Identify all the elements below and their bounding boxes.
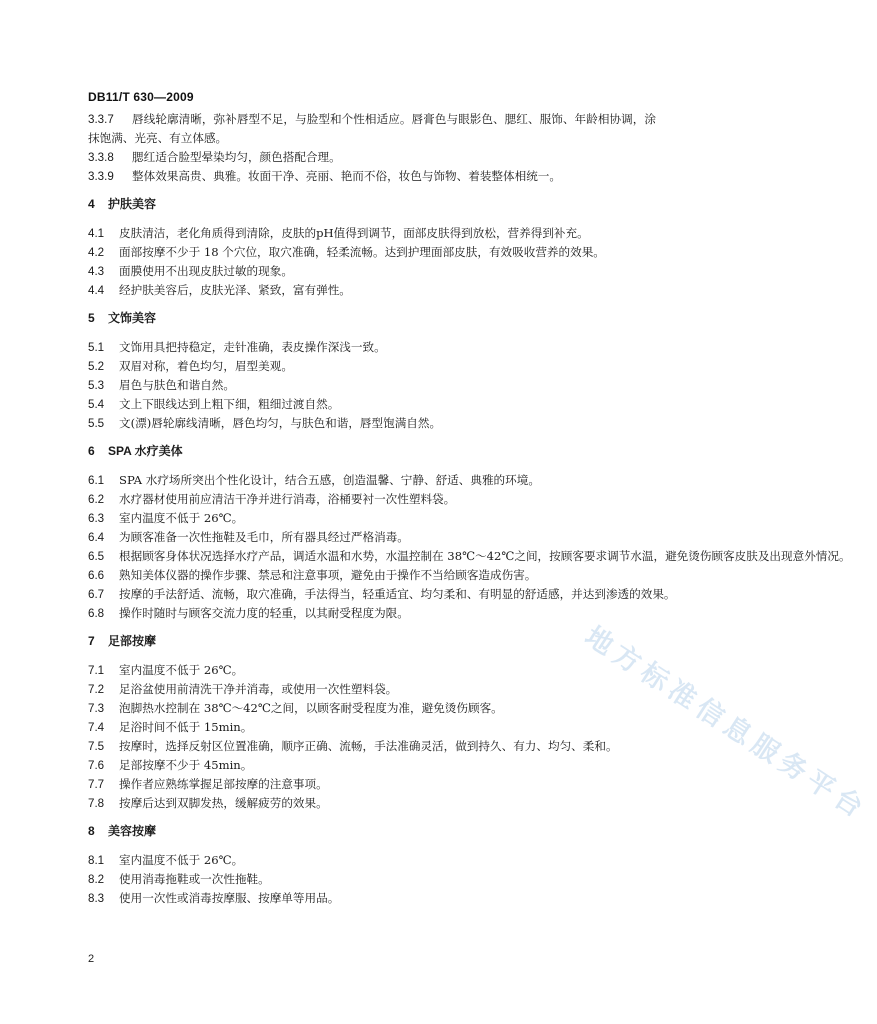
clause-text: 操作者应熟练掌握足部按摩的注意事项。 xyxy=(119,777,328,791)
clause-number: 7.3 xyxy=(88,702,105,715)
section-heading xyxy=(88,822,656,841)
clause-number: 8.1 xyxy=(88,854,105,867)
clause-number: 7.7 xyxy=(88,778,105,791)
clause xyxy=(88,737,656,756)
clause xyxy=(88,851,656,870)
clause-number: 6.5 xyxy=(88,550,105,563)
clause xyxy=(88,775,656,794)
section-title: 护肤美容 xyxy=(108,197,157,211)
clause-text: 室内温度不低于 26℃。 xyxy=(119,663,244,677)
clause-number: 8.2 xyxy=(88,873,105,886)
clause xyxy=(88,794,656,813)
clause-text: 文(漂)唇轮廓线清晰，唇色均匀，与肤色和谐，唇型饱满自然。 xyxy=(119,416,442,430)
clause xyxy=(88,414,656,433)
clause-number: 8.3 xyxy=(88,892,105,905)
clause xyxy=(88,148,656,167)
clause-number: 6.4 xyxy=(88,531,105,544)
clause-number: 7.5 xyxy=(88,740,105,753)
clause xyxy=(88,262,656,281)
clause-number: 4.4 xyxy=(88,284,105,297)
clause-number: 6.3 xyxy=(88,512,105,525)
clause xyxy=(88,224,656,243)
section-title: 文饰美容 xyxy=(108,311,157,325)
clause-number: 3.3.9 xyxy=(88,170,114,183)
section-number: 8 xyxy=(88,824,95,838)
clause-text: 皮肤清洁，老化角质得到清除，皮肤的pH值得到调节，面部皮肤得到放松，营养得到补充。 xyxy=(119,226,589,240)
section-number: 4 xyxy=(88,197,95,211)
clause-number: 7.4 xyxy=(88,721,105,734)
clause-text: 熟知美体仪器的操作步骤、禁忌和注意事项，避免由于操作不当给顾客造成伤害。 xyxy=(119,568,537,582)
clause-text: 根据顾客身体状况选择水疗产品，调适水温和水势，水温控制在 38℃～42℃之间，按顾客要求调节水温，避免烫伤顾客皮肤及出现意外情况。 xyxy=(119,549,851,563)
clause xyxy=(88,167,656,186)
clause xyxy=(88,889,656,908)
section-title: 美容按摩 xyxy=(108,824,157,838)
clause-text: 面膜使用不出现皮肤过敏的现象。 xyxy=(119,264,293,278)
clause xyxy=(88,528,656,547)
clause xyxy=(88,680,656,699)
clause-number: 5.5 xyxy=(88,417,105,430)
clause xyxy=(88,661,656,680)
clause-number: 5.3 xyxy=(88,379,105,392)
clause-text: 按摩后达到双脚发热，缓解疲劳的效果。 xyxy=(119,796,328,810)
clause-text: 按摩时，选择反射区位置准确，顺序正确、流畅，手法准确灵活，做到持久、有力、均匀、柔和。 xyxy=(119,739,618,753)
clause-number: 4.3 xyxy=(88,265,105,278)
clause-number: 4.1 xyxy=(88,227,105,240)
clause-number: 6.6 xyxy=(88,569,105,582)
clause-text: 泡脚热水控制在 38℃～42℃之间，以顾客耐受程度为准，避免烫伤顾客。 xyxy=(119,701,503,715)
clause-text: 操作时随时与顾客交流力度的轻重，以其耐受程度为限。 xyxy=(119,606,409,620)
clause xyxy=(88,756,656,775)
clause-text: 水疗器材使用前应清洁干净并进行消毒，浴桶要衬一次性塑料袋。 xyxy=(119,492,456,506)
clause-number: 3.3.8 xyxy=(88,151,114,164)
clause-text: 文饰用具把持稳定，走针准确，表皮操作深浅一致。 xyxy=(119,340,386,354)
clause-number: 5.4 xyxy=(88,398,105,411)
clause-text: 为顾客准备一次性拖鞋及毛巾，所有器具经过严格消毒。 xyxy=(119,530,409,544)
clause-text: 面部按摩不少于 18 个穴位，取穴准确，轻柔流畅。达到护理面部皮肤，有效吸收营养的效果。 xyxy=(119,245,605,259)
section-heading xyxy=(88,632,656,651)
clause xyxy=(88,566,656,585)
section-number: 6 xyxy=(88,444,95,458)
clause xyxy=(88,357,656,376)
clause xyxy=(88,585,676,604)
clause-text: 足浴盆使用前清洗干净并消毒，或使用一次性塑料袋。 xyxy=(119,682,398,696)
clause xyxy=(88,490,656,509)
clause-number: 3.3.7 xyxy=(88,113,114,126)
clause-text: 文上下眼线达到上粗下细，粗细过渡自然。 xyxy=(119,397,340,411)
clause-text: 按摩的手法舒适、流畅，取穴准确，手法得当，轻重适宜、均匀柔和、有明显的舒适感，并达到渗透的效果。 xyxy=(119,587,676,601)
clause xyxy=(88,870,656,889)
clause-number: 7.1 xyxy=(88,664,105,677)
section-heading xyxy=(88,195,656,214)
section-heading xyxy=(88,309,656,328)
clause-number: 4.2 xyxy=(88,246,105,259)
clause-text: 腮红适合脸型晕染均匀，颜色搭配合理。 xyxy=(132,150,341,164)
clause-text: 使用一次性或消毒按摩服、按摩单等用品。 xyxy=(119,891,340,905)
section-number: 7 xyxy=(88,634,95,648)
clause-number: 6.2 xyxy=(88,493,105,506)
section-title: 足部按摩 xyxy=(108,634,157,648)
clause xyxy=(88,338,656,357)
section-number: 5 xyxy=(88,311,95,325)
document-id: DB11/T 630—2009 xyxy=(88,90,194,104)
clause xyxy=(88,718,656,737)
clause-number: 7.6 xyxy=(88,759,105,772)
clause-number: 6.8 xyxy=(88,607,105,620)
clause-text: 经护肤美容后，皮肤光泽、紧致，富有弹性。 xyxy=(119,283,351,297)
clause xyxy=(88,471,656,490)
clause xyxy=(88,604,656,623)
clause-number: 7.8 xyxy=(88,797,105,810)
clause-number: 7.2 xyxy=(88,683,105,696)
clause-text: 唇线轮廓清晰，弥补唇型不足，与脸型和个性相适应。唇膏色与眼影色、腮红、服饰、年龄相协调，涂抹饱满、光亮、有立体感。 xyxy=(88,112,656,145)
clause-text: 使用消毒拖鞋或一次性拖鞋。 xyxy=(119,872,270,886)
clause-text: 足部按摩不少于 45min。 xyxy=(119,758,253,772)
clause xyxy=(88,699,656,718)
clause xyxy=(88,243,656,262)
clause xyxy=(88,281,656,300)
clause xyxy=(88,110,656,148)
clause-text: 足浴时间不低于 15min。 xyxy=(119,720,253,734)
clause xyxy=(88,547,851,566)
section-heading xyxy=(88,442,656,461)
clause xyxy=(88,376,656,395)
clause-text: 室内温度不低于 26℃。 xyxy=(119,511,244,525)
clause-text: SPA 水疗场所突出个性化设计，结合五感，创造温馨、宁静、舒适、典雅的环境。 xyxy=(119,473,540,487)
clause-text: 室内温度不低于 26℃。 xyxy=(119,853,244,867)
clause-number: 6.7 xyxy=(88,588,105,601)
clause-number: 5.1 xyxy=(88,341,105,354)
clause-text: 整体效果高贵、典雅。妆面干净、亮丽、艳而不俗，妆色与饰物、着装整体相统一。 xyxy=(132,169,561,183)
clause-text: 双眉对称，着色均匀，眉型美观。 xyxy=(119,359,293,373)
clause-number: 6.1 xyxy=(88,474,105,487)
watermark: 地方标准信息服务平台 xyxy=(579,620,873,827)
clause-text: 眉色与肤色和谐自然。 xyxy=(119,378,235,392)
page-number: 2 xyxy=(88,953,95,965)
section-title: SPA 水疗美体 xyxy=(108,444,183,458)
clause xyxy=(88,395,656,414)
clause-number: 5.2 xyxy=(88,360,105,373)
clause xyxy=(88,509,656,528)
